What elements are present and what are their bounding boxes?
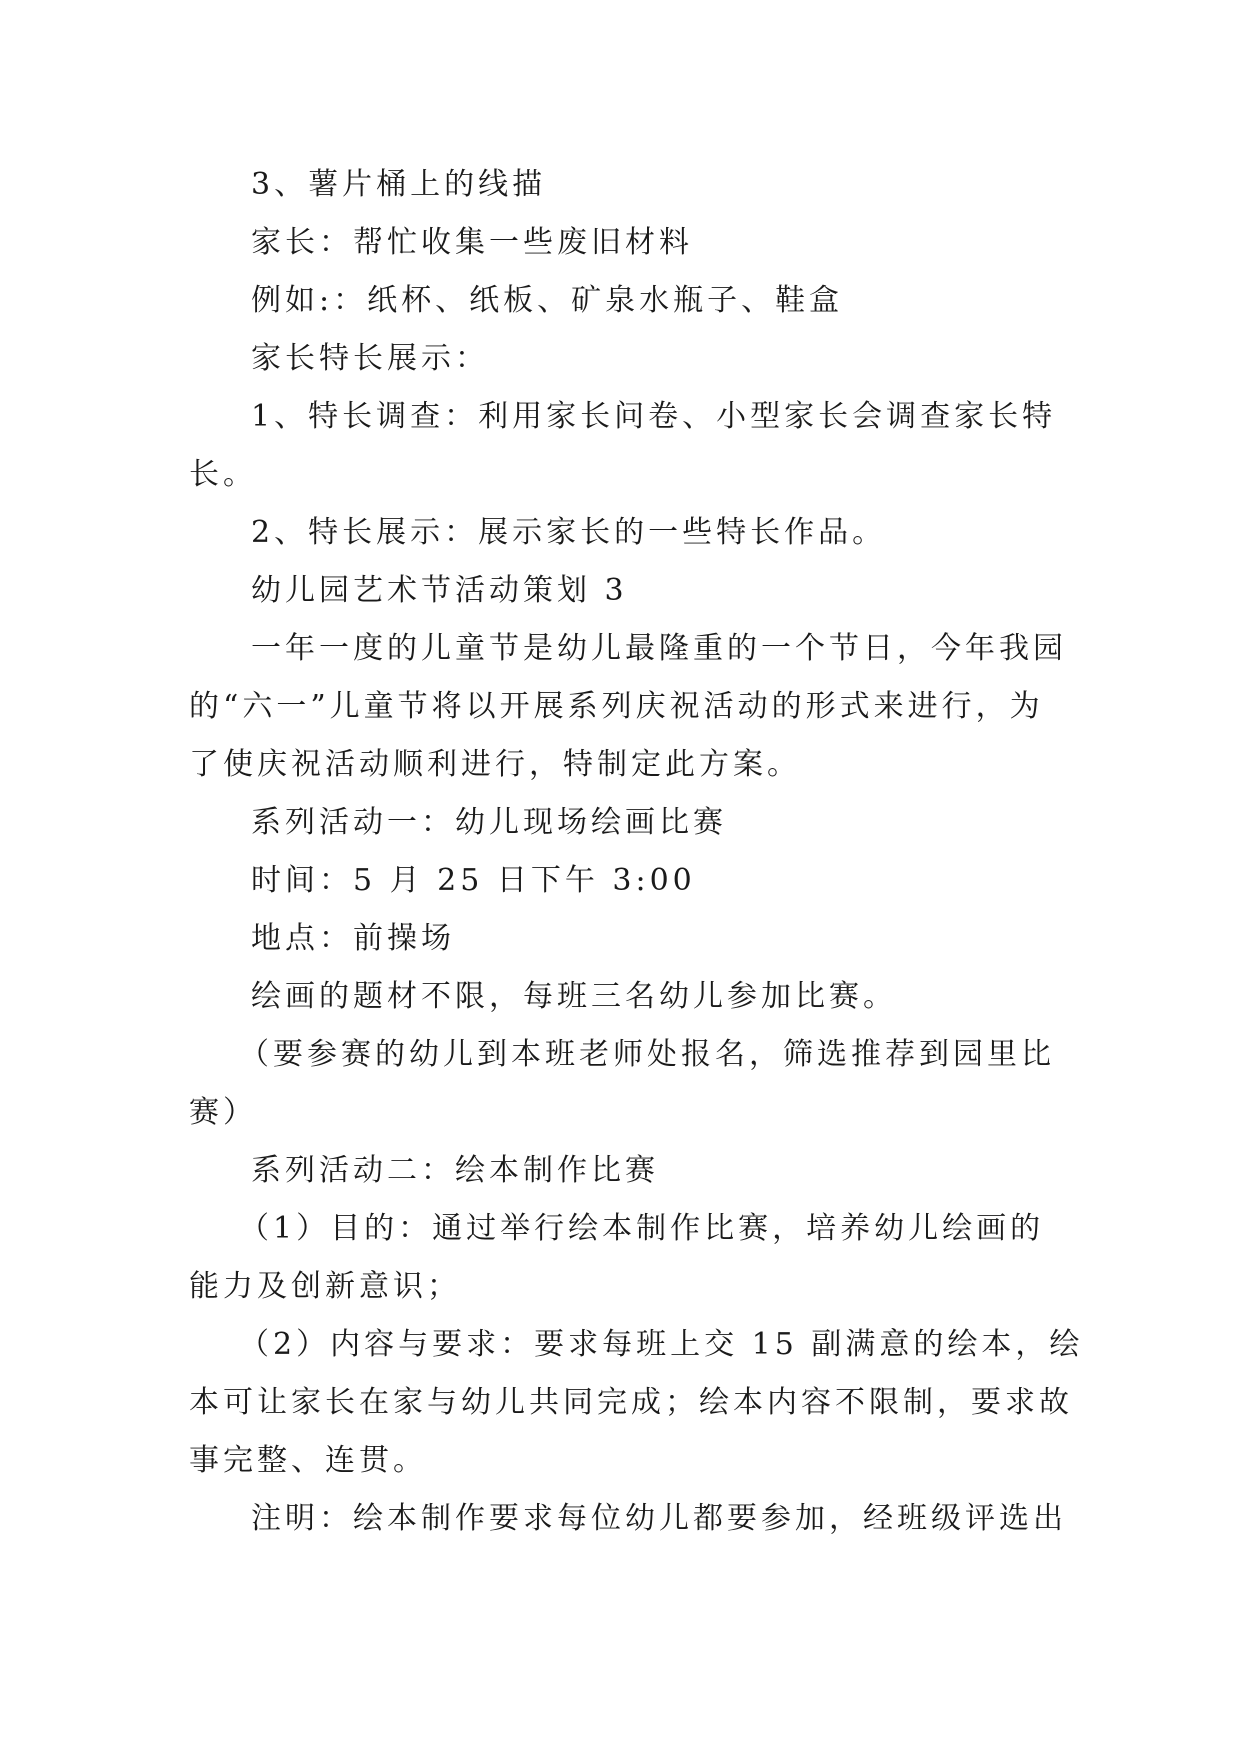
paragraph-line: 地点：前操场 [251,921,455,956]
paragraph-line: 1、特长调查：利用家长问卷、小型家长会调查家长特 [251,399,1057,434]
paragraph-line: 家长：帮忙收集一些废旧材料 [251,225,693,260]
paragraph-line: 绘画的题材不限，每班三名幼儿参加比赛。 [251,979,897,1014]
paragraph-line: 赛） [189,1095,257,1130]
paragraph-line: 长。 [189,457,257,492]
section-heading: 幼儿园艺术节活动策划 3 [251,573,628,608]
paragraph-line: 一年一度的儿童节是幼儿最隆重的一个节日，今年我园 [251,631,1067,666]
paragraph-line: 系列活动一：幼儿现场绘画比赛 [251,805,727,840]
paragraph-line: （1）目的：通过举行绘本制作比赛，培养幼儿绘画的 [239,1211,1045,1246]
paragraph-line: （要参赛的幼儿到本班老师处报名，筛选推荐到园里比 [239,1037,1055,1072]
paragraph-line: 了使庆祝活动顺利进行，特制定此方案。 [189,747,801,782]
paragraph-line: 能力及创新意识； [189,1269,461,1304]
paragraph-line: 本可让家长在家与幼儿共同完成；绘本内容不限制，要求故 [189,1385,1073,1420]
paragraph-line: 注明：绘本制作要求每位幼儿都要参加，经班级评选出 [251,1501,1067,1536]
paragraph-line: 系列活动二：绘本制作比赛 [251,1153,659,1188]
paragraph-line: （2）内容与要求：要求每班上交 15 副满意的绘本，绘 [239,1327,1084,1362]
paragraph-line: 事完整、连贯。 [189,1443,427,1478]
paragraph-line: 时间：5 月 25 日下午 3:00 [251,863,696,898]
paragraph-line: 家长特长展示： [251,341,489,376]
paragraph-line: 3、薯片桶上的线描 [251,167,547,202]
paragraph-line: 例如:：纸杯、纸板、矿泉水瓶子、鞋盒 [251,283,844,318]
paragraph-line: 2、特长展示：展示家长的一些特长作品。 [251,515,887,550]
paragraph-line: 的“六一”儿童节将以开展系列庆祝活动的形式来进行，为 [189,689,1044,724]
